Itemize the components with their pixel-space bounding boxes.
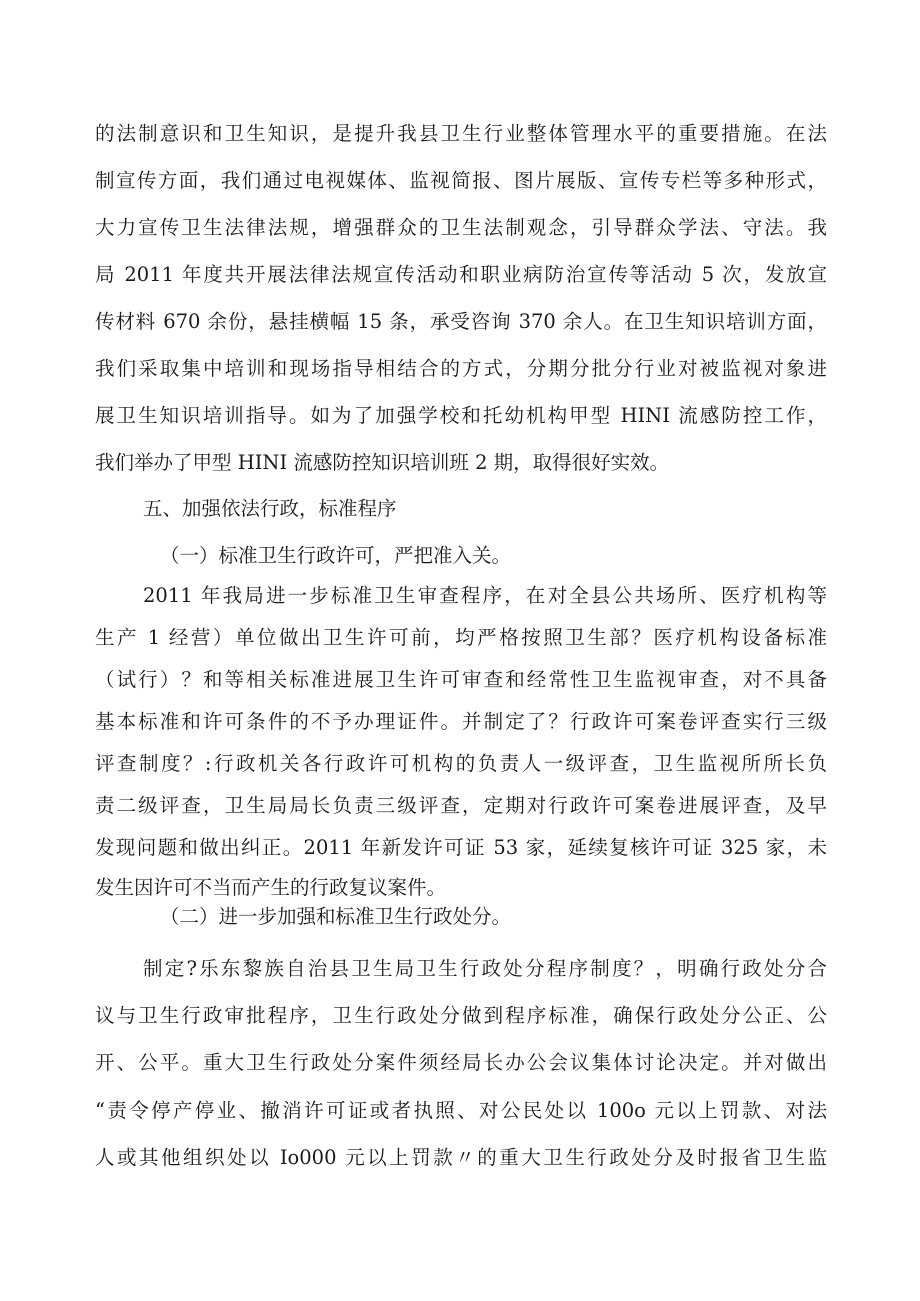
body-line-19: 开、公平。重大卫生行政处分案件须经局长办公会议集体讨论决定。并对做出	[95, 1051, 827, 1074]
body-line-4: 局 2011 年度共开展法律法规宣传活动和职业病防治宣传等活动 5 次，发放宣	[95, 263, 827, 286]
body-line-21: 人或其他组织处以 Io000 元以上罚款〃的重大卫生行政处分及时报省卫生监	[95, 1146, 827, 1169]
body-line-17: 制定?乐东黎族自治县卫生局卫生行政处分程序制度？，明确行政处分合	[143, 957, 827, 980]
body-line-20: “责令停产停业、撤消许可证或者执照、对公民处以 100o 元以上罚款、对法	[95, 1099, 827, 1122]
subsection-heading-1: （一）标准卫生行政许可，严把准入关。	[160, 544, 512, 567]
body-line-10: 生产 1 经营）单位做出卫生许可前，均严格按照卫生部？医疗机构设备标准	[95, 626, 827, 649]
subsection-heading-2: （二）进一步加强和标准卫生行政处分。	[160, 905, 512, 928]
body-line-15: 发现问题和做出纠正。2011 年新发许可证 53 家，延续复核许可证 325 家，未	[95, 836, 827, 859]
body-line-5: 传材料 670 余份，悬挂横幅 15 条，承受咨询 370 余人。在卫生知识培训方面，	[95, 310, 827, 333]
body-line-9: 2011 年我局进一步标准卫生审查程序，在对全县公共场所、医疗机构等	[143, 584, 827, 607]
body-line-8: 我们举办了甲型 HINI 流感防控知识培训班 2 期，取得很好实效。	[95, 451, 670, 474]
body-line-16: 发生因许可不当而产生的行政复议案件。	[95, 876, 447, 899]
body-line-13: 评查制度？:行政机关各行政许可机构的负责人一级评查，卫生监视所所长负	[95, 752, 827, 775]
body-line-2: 制宣传方面，我们通过电视媒体、监视简报、图片展版、宣传专栏等多种形式，	[95, 169, 827, 192]
body-line-18: 议与卫生行政审批程序，卫生行政处分做到程序标准，确保行政处分公正、公	[95, 1004, 827, 1027]
body-line-12: 基本标准和许可条件的不予办理证件。并制定了？行政许可案卷评查实行三级	[95, 710, 827, 733]
body-line-6: 我们采取集中培训和现场指导相结合的方式，分期分批分行业对被监视对象进	[95, 357, 827, 380]
body-line-3: 大力宣传卫生法律法规，增强群众的卫生法制观念，引导群众学法、守法。我	[95, 216, 827, 239]
body-line-7: 展卫生知识培训指导。如为了加强学校和托幼机构甲型 HINI 流感防控工作，	[95, 404, 827, 427]
body-line-1: 的法制意识和卫生知识，是提升我县卫生行业整体管理水平的重要措施。在法	[95, 122, 827, 145]
section-heading-5: 五、加强依法行政，标准程序	[143, 497, 397, 520]
body-line-11: （试行）？和等相关标准进展卫生许可审查和经常性卫生监视审查，对不具备	[95, 668, 827, 691]
body-line-14: 责二级评查，卫生局局长负责三级评查，定期对行政许可案卷进展评查，及早	[95, 794, 827, 817]
